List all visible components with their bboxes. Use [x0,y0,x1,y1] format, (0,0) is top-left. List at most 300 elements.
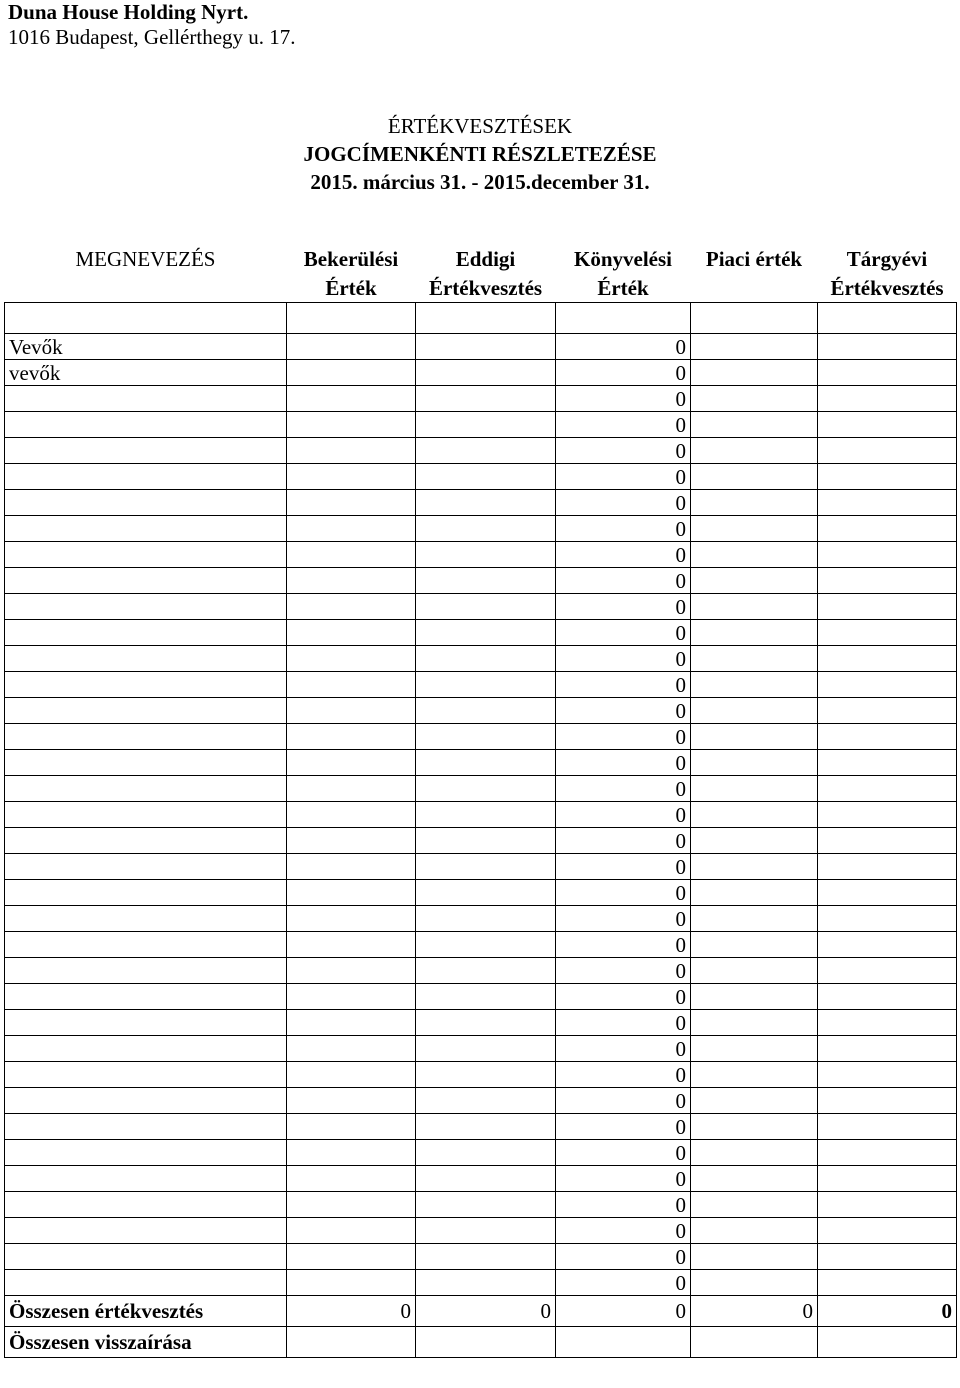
table-cell [818,958,957,984]
table-cell [416,1114,556,1140]
table-cell [287,438,416,464]
table-cell [691,776,818,802]
table-cell [818,906,957,932]
table-row [5,724,957,750]
total-impairment-value: 0 [287,1296,416,1327]
book-value-cell: 0 [556,1192,691,1218]
table-cell [416,360,556,386]
table-row [5,958,957,984]
table-cell [287,1036,416,1062]
table-cell [416,1166,556,1192]
table-cell [416,880,556,906]
row-name-cell [5,1036,287,1062]
header-cell: Értékvesztés [830,275,944,300]
header-cell: MEGNEVEZÉS [75,246,216,271]
row-name-cell [5,724,287,750]
row-name-cell [5,1218,287,1244]
table-cell [287,880,416,906]
book-value-cell: 0 [556,412,691,438]
table-cell [691,464,818,490]
table-cell [287,828,416,854]
table-cell [287,932,416,958]
table-cell [416,1062,556,1088]
header-cell: Érték [325,275,377,300]
book-value-cell: 0 [556,594,691,620]
table-cell [287,1140,416,1166]
table-cell [287,542,416,568]
book-value-cell: 0 [556,516,691,542]
table-cell [691,932,818,958]
table-cell [416,594,556,620]
book-value-cell: 0 [556,1270,691,1296]
table-cell [416,438,556,464]
table-cell [287,360,416,386]
table-row [5,594,957,620]
table-cell [416,672,556,698]
table-cell [818,303,957,334]
book-value-cell: 0 [556,646,691,672]
row-name-cell [5,412,287,438]
book-value-cell: 0 [556,1088,691,1114]
table-cell [416,1140,556,1166]
table-row [5,698,957,724]
header-cell: Értékvesztés [428,275,543,300]
table-row [5,1218,957,1244]
table-cell [818,386,957,412]
table-cell [416,1244,556,1270]
table-row [5,1114,957,1140]
table-cell [691,854,818,880]
table-row [5,464,957,490]
report-title: ÉRTÉKVESZTÉSEK [387,114,573,138]
book-value-cell: 0 [556,672,691,698]
row-name-cell [5,1244,287,1270]
header-row-bottom [5,273,957,303]
table-cell [287,1192,416,1218]
table-cell [416,620,556,646]
table-cell [287,646,416,672]
book-value-cell: 0 [556,490,691,516]
book-value-cell: 0 [556,360,691,386]
table-cell [287,1244,416,1270]
row-name-cell [5,1166,287,1192]
table-row [5,880,957,906]
table-cell [691,542,818,568]
row-name-cell [5,984,287,1010]
table-cell [818,1244,957,1270]
table-row [5,490,957,516]
table-cell [416,958,556,984]
table-row [5,334,957,360]
table-cell [818,360,957,386]
table-cell [818,1062,957,1088]
row-name-cell [5,542,287,568]
table-cell [818,464,957,490]
row-name-cell [5,854,287,880]
row-name-cell [5,776,287,802]
header-cell: Tárgyévi [846,246,928,271]
table-row [5,776,957,802]
table-cell [5,303,287,334]
table-row [5,412,957,438]
table-cell [416,412,556,438]
table-row [5,932,957,958]
table-row [5,854,957,880]
header-cell: Könyvelési [574,246,672,271]
book-value-cell: 0 [556,802,691,828]
row-name-cell [5,828,287,854]
table-cell [691,438,818,464]
table-cell [416,698,556,724]
book-value-cell: 0 [556,542,691,568]
table-cell [287,698,416,724]
table-cell [818,1166,957,1192]
table-cell [416,802,556,828]
table-cell [691,750,818,776]
book-value-cell: 0 [556,984,691,1010]
row-name-cell [5,932,287,958]
table-cell [287,568,416,594]
row-name-cell [5,672,287,698]
book-value-cell: 0 [556,1166,691,1192]
table-cell [818,698,957,724]
table-row [5,1270,957,1296]
table-cell [818,1010,957,1036]
table-cell [416,1088,556,1114]
table-cell [287,594,416,620]
book-value-cell: 0 [556,1244,691,1270]
table-cell [818,438,957,464]
table-cell [416,1327,556,1358]
book-value-cell: 0 [556,1218,691,1244]
table-cell [287,802,416,828]
book-value-cell: 0 [556,386,691,412]
report-subtitle: JOGCÍMENKÉNTI RÉSZLETEZÉSE [303,142,657,166]
table-cell [818,1270,957,1296]
table-cell [287,776,416,802]
table-cell [691,1270,818,1296]
book-value-cell: 0 [556,438,691,464]
table-cell [287,1088,416,1114]
table-row [5,1244,957,1270]
total-impairment-row [5,1296,957,1327]
book-value-cell: 0 [556,958,691,984]
row-name-cell [5,1140,287,1166]
table-cell [416,386,556,412]
table-cell [691,334,818,360]
table-cell [416,1218,556,1244]
row-name-cell [5,490,287,516]
table-cell [691,984,818,1010]
table-cell [416,828,556,854]
row-name-cell [5,1010,287,1036]
table-cell [287,854,416,880]
book-value-cell: 0 [556,724,691,750]
table-cell [287,464,416,490]
table-cell [416,776,556,802]
row-name-cell [5,958,287,984]
table-row [5,1088,957,1114]
table-cell [287,984,416,1010]
table-cell [691,880,818,906]
table-cell [691,1218,818,1244]
book-value-cell: 0 [556,932,691,958]
total-impairment-label: Összesen értékvesztés [5,1296,287,1327]
table-cell [818,1140,957,1166]
table-cell [287,334,416,360]
table-cell [287,303,416,334]
table-cell [818,672,957,698]
table-cell [691,1010,818,1036]
table-row [5,386,957,412]
table-cell [691,958,818,984]
table-cell [818,984,957,1010]
table-cell [818,880,957,906]
row-name-cell [5,516,287,542]
table-cell [818,802,957,828]
table-cell [416,464,556,490]
table-row [5,828,957,854]
book-value-cell: 0 [556,750,691,776]
table-row [5,568,957,594]
table-row [5,1166,957,1192]
table-cell [287,724,416,750]
book-value-cell: 0 [556,854,691,880]
header-cell [691,273,818,303]
header-cell: Piaci érték [705,246,803,271]
row-name-cell [5,1270,287,1296]
book-value-cell: 0 [556,698,691,724]
table-cell [287,1062,416,1088]
table-cell [818,1192,957,1218]
table-cell [416,984,556,1010]
table-cell [416,906,556,932]
row-name-cell: Vevők [5,334,287,360]
table-cell [691,646,818,672]
table-cell [416,542,556,568]
table-row [5,516,957,542]
table-cell [818,568,957,594]
table-cell [691,360,818,386]
table-cell [416,1192,556,1218]
table-cell [416,568,556,594]
book-value-cell: 0 [556,906,691,932]
table-cell [287,412,416,438]
total-impairment-value: 0 [556,1296,691,1327]
table-row [5,438,957,464]
header-cell [5,273,287,303]
table-row [5,802,957,828]
row-name-cell [5,568,287,594]
row-name-cell [5,750,287,776]
table-row [5,646,957,672]
table-row [5,1010,957,1036]
table-cell [691,1166,818,1192]
row-name-cell: vevők [5,360,287,386]
table-row [5,1192,957,1218]
table-cell [691,906,818,932]
table-cell [287,906,416,932]
table-row [5,620,957,646]
header-cell: Bekerülési [303,246,399,271]
table-cell [818,646,957,672]
table-cell [556,303,691,334]
table-cell [287,490,416,516]
row-name-cell [5,802,287,828]
book-value-cell: 0 [556,1140,691,1166]
report-title-block [0,112,960,196]
table-row [5,1062,957,1088]
book-value-cell: 0 [556,1036,691,1062]
table-cell [691,303,818,334]
row-name-cell [5,906,287,932]
table-cell [818,828,957,854]
book-value-cell: 0 [556,828,691,854]
table-cell [556,1327,691,1358]
total-impairment-value: 0 [416,1296,556,1327]
book-value-cell: 0 [556,464,691,490]
table-cell [416,724,556,750]
table-cell [818,776,957,802]
table-cell [691,516,818,542]
table-cell [416,1036,556,1062]
table-cell [691,1327,818,1358]
table-cell [691,386,818,412]
table-cell [818,1218,957,1244]
table-cell [416,1010,556,1036]
table-row [5,1140,957,1166]
table-cell [691,1192,818,1218]
table-cell [818,594,957,620]
total-impairment-value: 0 [818,1296,957,1327]
table-cell [416,303,556,334]
table-cell [818,542,957,568]
row-name-cell [5,386,287,412]
table-cell [691,1062,818,1088]
total-impairment-value: 0 [691,1296,818,1327]
header-cell: Érték [597,275,649,300]
total-reversal-row [5,1327,957,1358]
row-name-cell [5,646,287,672]
company-address: 1016 Budapest, Gellérthegy u. 17. [8,25,296,49]
table-cell [818,620,957,646]
table-cell [691,1114,818,1140]
table-cell [287,672,416,698]
row-name-cell [5,620,287,646]
table-cell [818,1114,957,1140]
table-cell [416,1270,556,1296]
table-row [5,672,957,698]
book-value-cell: 0 [556,776,691,802]
table-cell [691,490,818,516]
table-cell [287,1218,416,1244]
table-cell [818,334,957,360]
table-cell [818,1036,957,1062]
table-row [5,906,957,932]
book-value-cell: 0 [556,1062,691,1088]
book-value-cell: 0 [556,1114,691,1140]
table-cell [691,412,818,438]
table-cell [416,854,556,880]
book-value-cell: 0 [556,620,691,646]
total-reversal-label: Összesen visszaírása [5,1327,287,1358]
book-value-cell: 0 [556,880,691,906]
table-cell [691,620,818,646]
row-name-cell [5,594,287,620]
table-cell [287,1327,416,1358]
table-row [5,750,957,776]
table-cell [416,750,556,776]
company-header [8,0,296,50]
table-row [5,360,957,386]
table-cell [416,516,556,542]
table-cell [416,334,556,360]
table-cell [691,1036,818,1062]
table-cell [691,1088,818,1114]
table-cell [818,854,957,880]
row-name-cell [5,438,287,464]
table-cell [691,698,818,724]
row-name-cell [5,1062,287,1088]
table-cell [287,386,416,412]
header-cell: Eddigi [455,246,516,271]
table-cell [287,1270,416,1296]
table-cell [818,750,957,776]
table-cell [691,672,818,698]
table-cell [691,828,818,854]
table-cell [416,646,556,672]
table-cell [287,750,416,776]
table-cell [818,412,957,438]
table-cell [287,1166,416,1192]
impairment-table [4,244,957,1358]
row-name-cell [5,880,287,906]
row-name-cell [5,1114,287,1140]
table-row [5,1036,957,1062]
table-cell [691,594,818,620]
table-cell [818,1088,957,1114]
book-value-cell: 0 [556,334,691,360]
table-cell [691,1140,818,1166]
table-cell [691,724,818,750]
table-cell [287,620,416,646]
spacer-row [5,303,957,334]
table-cell [416,490,556,516]
table-row [5,984,957,1010]
table-cell [287,958,416,984]
book-value-cell: 0 [556,568,691,594]
book-value-cell: 0 [556,1010,691,1036]
table-cell [691,802,818,828]
table-row [5,542,957,568]
row-name-cell [5,464,287,490]
row-name-cell [5,698,287,724]
table-cell [818,490,957,516]
table-cell [818,932,957,958]
row-name-cell [5,1088,287,1114]
company-name: Duna House Holding Nyrt. [8,0,249,24]
table-cell [818,1327,957,1358]
table-cell [287,1010,416,1036]
row-name-cell [5,1192,287,1218]
table-cell [416,932,556,958]
table-cell [818,724,957,750]
report-period: 2015. március 31. - 2015.december 31. [310,170,650,194]
table-cell [287,516,416,542]
header-row-top [5,244,957,273]
table-cell [691,1244,818,1270]
table-cell [691,568,818,594]
